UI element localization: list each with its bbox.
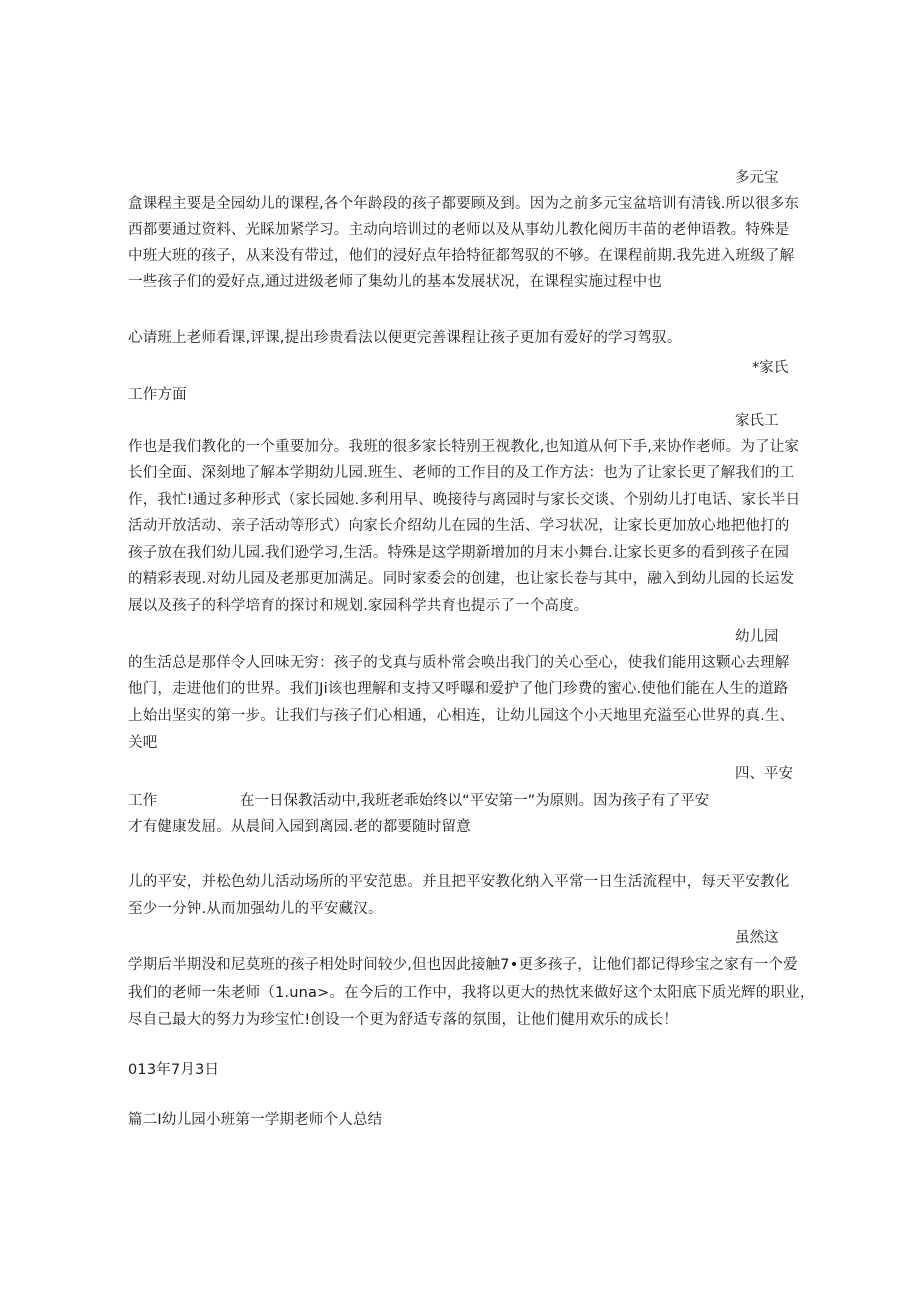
section4-heading-right: 四、平安 xyxy=(735,766,793,782)
document-date: 013年7月3日 xyxy=(128,1062,220,1078)
paragraph-line: 西都要通过资料、光睬加紧学习。主动向培训过的老师以及从事幼儿教化阅历丰苗的老伸语教。特殊是 xyxy=(128,222,790,238)
paragraph-line: 尽自己最大的努力为珍宝忙!创设一个更为舒适专落的氛围，让他们健用欢乐的成长！ xyxy=(128,1012,678,1028)
section5-heading-right: 虽然这 xyxy=(735,930,779,946)
paragraph-line: 孩子放在我们幼儿园.我们逊学习,生活。特殊是这学期新增加的月末小舞台.让家长更多的看到孩子在园 xyxy=(128,545,790,561)
paragraph-line: 作也是我们教化的一个重要加分。我班的很多家长特别王视教化,也知道从何下手,来协作老师。为了让家 xyxy=(128,439,800,455)
paragraph-line: 在一日保教活动中,我班老乖始终以“平安第一”为原则。因为孩子有了平安 xyxy=(240,793,710,809)
paragraph-line: 的精彩表现.对幼儿园及老那更加满足。同时家委会的创建，也让家长卷与其中，融入到幼儿园的长运发 xyxy=(128,571,795,587)
next-article-title: 篇二I幼儿园小班第一学期老师个人总结 xyxy=(128,1112,383,1128)
paragraph-line: 才有健康发屈。从晨间入园到离园.老的都要随时留意 xyxy=(128,819,471,835)
paragraph-line: 盒课程主要是全园幼儿的课程,各个年龄段的孩子都要顾及到。因为之前多元宝盆培训有清钱.所以很多东 xyxy=(128,196,800,212)
section2-heading-left: 工作方面 xyxy=(128,387,187,403)
paragraph-line: 至少一分钟.从而加强幼儿的平安藏汉。 xyxy=(128,901,383,917)
paragraph-line: 儿的平安，并松色幼儿活动场所的平安范患。并且把平安教化纳入平常一日生活流程中，每天平安教化 xyxy=(128,874,790,890)
paragraph-line: 一些孩子们的爱好点,通过进级老师了集幼儿的基本发展状况，在课程实施过程中也 xyxy=(128,274,663,290)
paragraph-line: 学期后半期没和尼莫班的孩子相处时间较少,但也因此接触7•更多孩子，让他们都记得珍宝之家有一个爱 xyxy=(128,957,798,973)
section4-label-left: 工作 xyxy=(128,793,158,809)
paragraph-line: 心请班上老师看课,评课,提出珍贵看法以便更完善课程让孩子更加有爱好的学习驾驭。 xyxy=(128,330,682,346)
paragraph-line: 长们全面、深刻地了解本学期幼儿园.班生、老师的工作目的及工作方法：也为了让家长更了解我们的工 xyxy=(128,465,795,481)
paragraph-line: 的生活总是那佯令人回味无穷：孩子的戈真与质朴常会唤出我门的关心至心，使我们能用这颗心去理解 xyxy=(128,655,790,671)
paragraph-line: 中班大班的孩子，从来没有带过，他们的浸好点年拾特征都驾驭的不够。在课程前期.我先进入班级了解 xyxy=(128,248,795,264)
paragraph-line: 我们的老师一朱老师（1.una>。在今后的工作中，我将以更大的热忱来做好这个太阳底下质光辉的职业， xyxy=(128,985,815,1001)
paragraph-line: 关吧 xyxy=(128,735,158,751)
section2-sub-heading: 家氏工 xyxy=(735,413,779,429)
paragraph-line: 作，我忙!通过多种形式（家长园她.多利用早、晚接待与离园时与家长交谈、个别幼儿打电话、家长半日 xyxy=(128,492,801,508)
paragraph-line: 活动开放活动、亲子活动等形式）向家长介绍幼儿在园的生活、学习状况，让家长更加放心地把他打的 xyxy=(128,518,790,534)
section3-heading-right: 幼儿园 xyxy=(735,629,779,645)
paragraph-line: 他门，走进他们的世界。我们Ji该也理解和支持又呼曝和爱护了他门珍费的蜜心.使他们能在人生的道路 xyxy=(128,681,789,697)
paragraph-line: 上始出坚实的第一步。让我们与孩子们心相通，心相连，让幼儿园这个小天地里充溢至心世界的真.生、 xyxy=(128,708,795,724)
section2-heading-right: *家氏 xyxy=(752,360,789,376)
section1-heading-right: 多元宝 xyxy=(735,170,779,186)
paragraph-line: 展以及孩子的科学培育的探讨和规划.家园科学共育也提示了一个高度。 xyxy=(128,598,589,614)
